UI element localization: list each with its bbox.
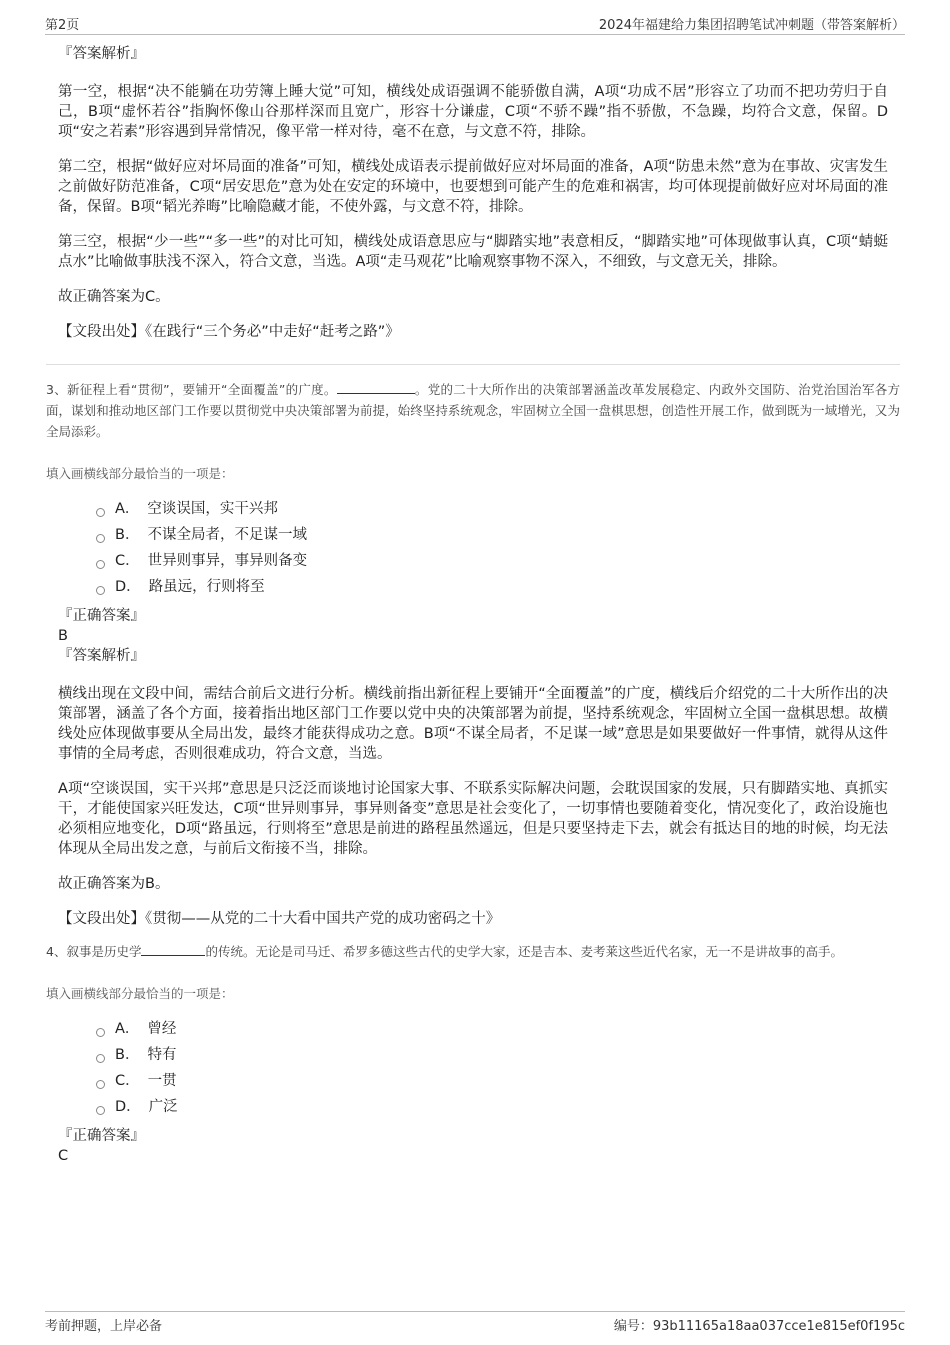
option-b[interactable]: B． 特有	[96, 1042, 888, 1068]
radio-icon[interactable]	[96, 534, 105, 543]
analysis-conclusion: 故正确答案为C。	[58, 289, 170, 305]
option-a[interactable]: A． 空谈误国，实干兴邦	[96, 496, 888, 522]
document-code: 编号：93b11165a18aa037cce1e815ef0f195c	[613, 1319, 905, 1334]
analysis-label: 『答案解析』	[58, 648, 145, 664]
stem-text: 。党的二十大所作出的决策部署涵盖改革发展稳定、内政外交国防、治党治国治军各方面，谋划和推动地区部门工作要以贯彻党中央决策部署为前提，始终坚持系统观念，牢固树立全国一盘棋思想，创造性开展工作，做到既为一域增光，又为全局添彩。	[46, 382, 900, 439]
footer-slogan: 考前押题，上岸必备	[45, 1319, 163, 1334]
stem-text: 3、新征程上看“贯彻”，要铺开“全面覆盖”的广度。	[46, 382, 337, 397]
analysis-label: 『答案解析』	[58, 46, 145, 62]
radio-icon[interactable]	[96, 508, 105, 517]
correct-answer-label: 『正确答案』	[58, 608, 145, 624]
option-d[interactable]: D． 路虽远，行则将至	[96, 574, 888, 600]
page-number: 第2页	[45, 18, 80, 33]
option-c[interactable]: C． 一贯	[96, 1068, 888, 1094]
radio-icon[interactable]	[96, 1054, 105, 1063]
analysis-paragraph: 横线出现在文段中间，需结合前后文进行分析。横线前指出新征程上要铺开“全面覆盖”的广度，横线后介绍党的二十大所作出的决策部署，涵盖了各个方面，接着指出地区部门工作要以党中央的决策部署为前提，坚持系统观念，牢固树立全国一盘棋思想。故横线处应体现做事要从全局出发，最终才能获得成功之意。B项“不谋全局者，不足谋一域”意思是如果要做好一件事情，就得从这件事情的全局考虑，否则很难成功，符合文意，当选。	[58, 686, 888, 762]
correct-answer-label: 『正确答案』	[58, 1128, 145, 1144]
question-3-options	[96, 496, 888, 600]
analysis-conclusion: 故正确答案为B。	[58, 876, 170, 892]
option-b[interactable]: B． 不谋全局者，不足谋一域	[96, 522, 888, 548]
correct-answer: C	[58, 1148, 69, 1164]
analysis-paragraph: 第三空，根据“少一些”“多一些”的对比可知，横线处成语意思应与“脚踏实地”表意相反，“脚踏实地”可体现做事认真，C项“蜻蜓点水”比喻做事肤浅不深入，符合文意，当选。A项“走马观花”比喻观察事物不深入，不细致，与文意无关，排除。	[58, 234, 888, 270]
question-divider	[46, 364, 900, 365]
analysis-paragraph: 第二空，根据“做好应对坏局面的准备”可知，横线处成语表示提前做好应对坏局面的准备，A项“防患未然”意为在事故、灾害发生之前做好防范准备，C项“居安思危”意为处在安定的环境中，也要想到可能产生的危难和祸害，均可体现提前做好应对坏局面的准备，保留。B项“韬光养晦”比喻隐藏才能，不使外露，与文意不符，排除。	[58, 159, 888, 215]
question-4-options	[96, 1016, 888, 1120]
radio-icon[interactable]	[96, 1080, 105, 1089]
option-d[interactable]: D． 广泛	[96, 1094, 888, 1120]
analysis-paragraph: A项“空谈误国，实干兴邦”意思是只泛泛而谈地讨论国家大事、不联系实际解决问题，会耽误国家的发展，只有脚踏实地、真抓实干，才能使国家兴旺发达，C项“世异则事异，事异则备变”意思是社会变化了，一切事情也要随着变化，情况变化了，政治设施也必须相应地变化，D项“路虽远，行则将至”意思是前进的路程虽然遥远，但是只要坚持走下去，就会有抵达目的地的时候，均无法体现从全局出发之意，与前后文衔接不当，排除。	[58, 781, 888, 857]
fill-blank	[141, 943, 205, 956]
question-4-stem	[46, 941, 900, 962]
radio-icon[interactable]	[96, 586, 105, 595]
radio-icon[interactable]	[96, 1106, 105, 1115]
page-header	[45, 12, 905, 35]
page-footer	[45, 1311, 905, 1334]
radio-icon[interactable]	[96, 1028, 105, 1037]
question-3-stem	[46, 379, 900, 442]
question-instruction: 填入画横线部分最恰当的一项是：	[46, 466, 234, 481]
radio-icon[interactable]	[96, 560, 105, 569]
document-title: 2024年福建给力集团招聘笔试冲刺题（带答案解析）	[598, 18, 905, 33]
document-body	[46, 44, 900, 1166]
source-citation: 【文段出处】《在践行“三个务必”中走好“赶考之路”》	[58, 324, 400, 340]
question-instruction: 填入画横线部分最恰当的一项是：	[46, 986, 234, 1001]
stem-text: 的传统。无论是司马迁、希罗多德这些古代的史学大家，还是吉本、麦考莱这些近代名家，无一不是讲故事的高手。	[205, 944, 843, 959]
analysis-paragraph: 第一空，根据“决不能躺在功劳簿上睡大觉”可知，横线处成语强调不能骄傲自满，A项“功成不居”形容立了功而不把功劳归于自己，B项“虚怀若谷”指胸怀像山谷那样深而且宽广，形容十分谦虚，C项“不骄不躁”指不骄傲，不急躁，均符合文意，保留。D项“安之若素”形容遇到异常情况，像平常一样对待，毫不在意，与文意不符，排除。	[58, 84, 888, 140]
correct-answer: B	[58, 628, 68, 644]
option-a[interactable]: A． 曾经	[96, 1016, 888, 1042]
fill-blank	[337, 381, 415, 394]
stem-text: 4、叙事是历史学	[46, 944, 142, 959]
option-c[interactable]: C． 世异则事异，事异则备变	[96, 548, 888, 574]
source-citation: 【文段出处】《贯彻——从党的二十大看中国共产党的成功密码之十》	[58, 911, 501, 927]
